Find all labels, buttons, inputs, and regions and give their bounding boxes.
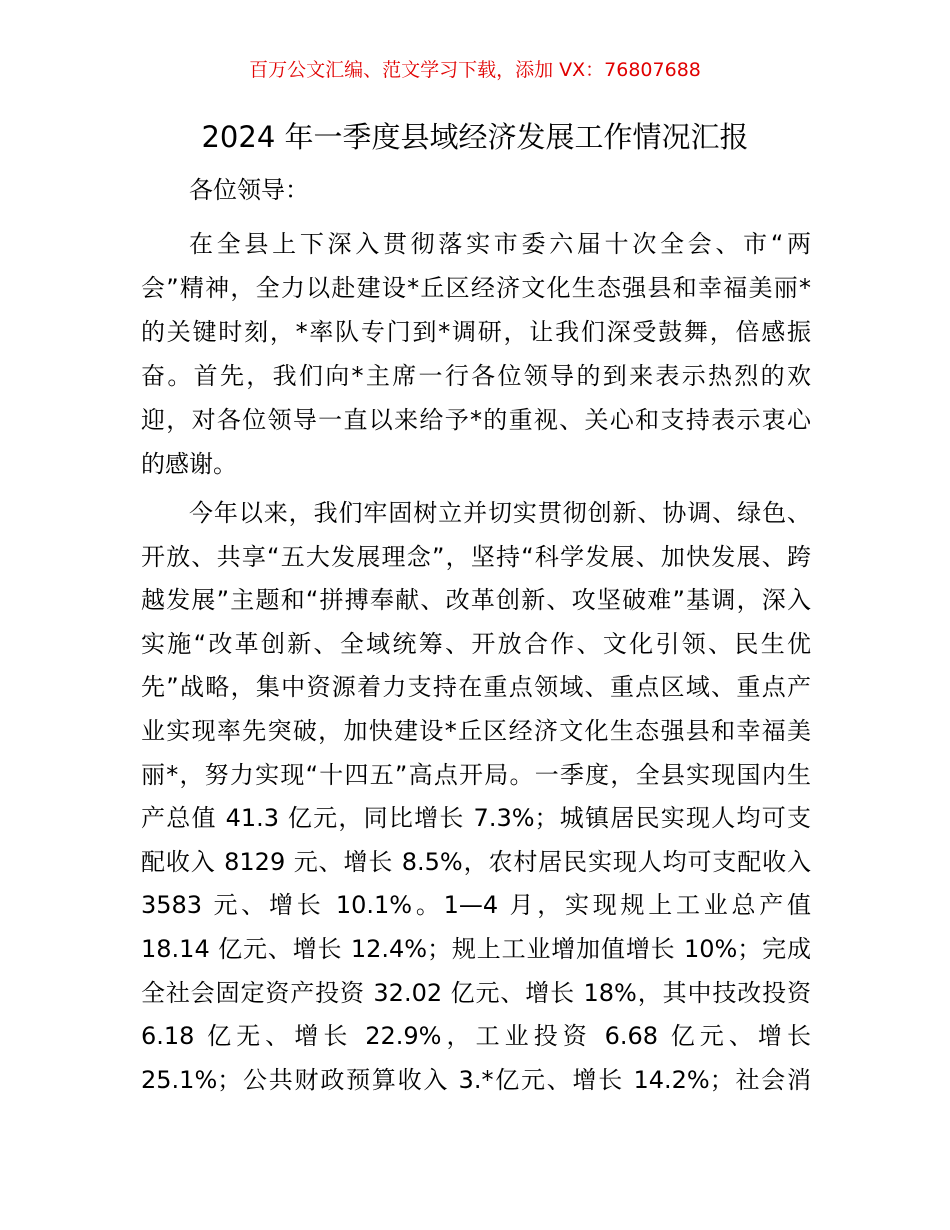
text-line: 25.1%；公共财政预算收入 3.*亿元、增长 14.2%；社会消 [141, 1065, 811, 1094]
text-line: 在全县上下深入贯彻落实市委六届十次全会、市“两 [189, 230, 811, 258]
watermark-header: 百万公文汇编、范文学习下载，添加 VX：76807688 [249, 59, 701, 81]
text-line: 18.14 亿元、增长 12.4%；规上工业增加值增长 10%；完成 [141, 934, 811, 963]
text-line: 越发展”主题和“拼搏奉献、改革创新、攻坚破难”基调，深入 [141, 586, 811, 615]
text-line: 丽*，努力实现“十四五”高点开局。一季度，全县实现国内生 [141, 760, 811, 789]
text-line: 实施“改革创新、全域统筹、开放合作、文化引领、民生优 [141, 629, 811, 658]
text-line: 的感谢。 [141, 450, 237, 478]
text-line: 6.18 亿无、增长 22.9%，工业投资 6.68 亿元、增长 [141, 1022, 811, 1051]
text-line: 全社会固定资产投资 32.02 亿元、增长 18%，其中技改投资 [141, 978, 811, 1007]
text-line: 开放、共享“五大发展理念”，坚持“科学发展、加快发展、跨 [141, 542, 811, 571]
salutation: 各位领导： [189, 176, 309, 204]
text-line: 奋。首先，我们向*主席一行各位领导的到来表示热烈的欢 [141, 362, 811, 390]
text-line: 今年以来，我们牢固树立并切实贯彻创新、协调、绿色、 [189, 499, 811, 527]
text-line: 产总值 41.3 亿元，同比增长 7.3%；城镇居民实现人均可支 [141, 804, 811, 833]
text-line: 的关键时刻，*率队专门到*调研，让我们深受鼓舞，倍感振 [141, 318, 811, 346]
text-line: 迎，对各位领导一直以来给予*的重视、关心和支持表示衷心 [141, 406, 811, 434]
text-line: 会”精神，全力以赴建设*丘区经济文化生态强县和幸福美丽* [141, 274, 811, 302]
text-line: 业实现率先突破，加快建设*丘区经济文化生态强县和幸福美 [141, 716, 811, 745]
paragraph-economy [141, 492, 811, 1102]
text-line: 配收入 8129 元、增长 8.5%，农村居民实现人均可支配收入 [141, 847, 811, 876]
document-title: 2024 年一季度县域经济发展工作情况汇报 [201, 120, 749, 154]
text-line: 先”战略，集中资源着力支持在重点领域、重点区域、重点产 [141, 673, 811, 702]
text-line: 3583 元、增长 10.1%。1—4 月，实现规上工业总产值 [141, 891, 811, 920]
paragraph-opening [141, 222, 811, 486]
